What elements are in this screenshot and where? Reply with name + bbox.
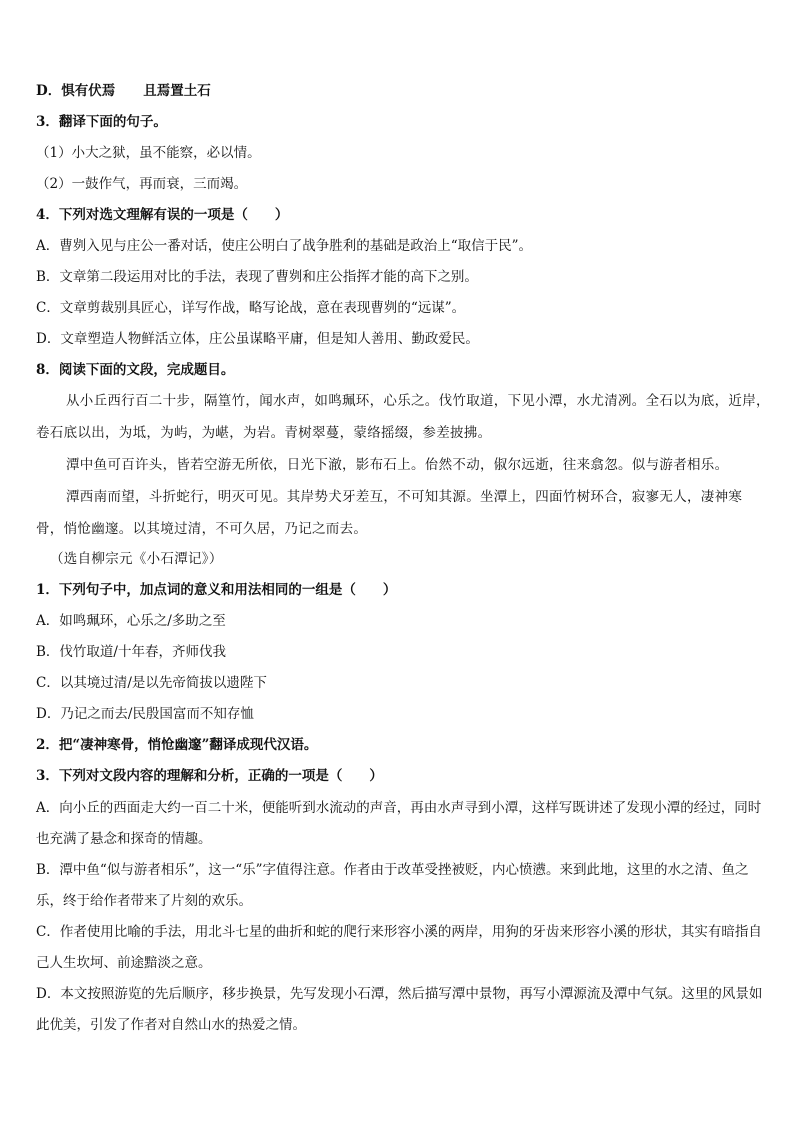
translate-sentence-2: （2）一鼓作气，再而衰，三而竭。 bbox=[36, 176, 248, 192]
subquestion-3-option-b: B．潭中鱼“似与游者相乐”，这一“乐”字值得注意。作者由于改革受挫被贬，内心愤懑。来到此地，这里的水之清、鱼之乐，终于给作者带来了片刻的欢乐。 bbox=[36, 862, 749, 909]
passage-paragraph-3-line-2: 骨，悄怆幽邃。以其境过清，不可久居，乃记之而去。 bbox=[36, 521, 368, 537]
question-4-option-d: D．文章塑造人物鲜活立体，庄公虽谋略平庸，但是知人善用、勤政爱民。 bbox=[36, 331, 479, 347]
translate-sentence-1: （1）小大之狱，虽不能察，必以情。 bbox=[36, 145, 261, 161]
subquestion-1-option-b: B．伐竹取道/十年春，齐师伐我 bbox=[36, 644, 226, 660]
subquestion-3-heading: 3．下列对文段内容的理解和分析，正确的一项是（ ） bbox=[36, 768, 383, 784]
question-4-option-a: A．曹刿入见与庄公一番对话，使庄公明白了战争胜利的基础是政治上“取信于民”。 bbox=[36, 238, 533, 254]
question-4-option-b: B．文章第二段运用对比的手法，表现了曹刿和庄公指挥才能的高下之别。 bbox=[36, 269, 478, 285]
passage-paragraph-2: 潭中鱼可百许头，皆若空游无所依，日光下澈，影布石上。佁然不动，俶尔远逝，往来翕忽。似与游者相乐。 bbox=[66, 457, 729, 473]
subquestion-1-option-d: D．乃记之而去/民殷国富而不知存恤 bbox=[36, 706, 254, 722]
subquestion-1-option-c: C．以其境过清/是以先帝简拔以遗陛下 bbox=[36, 675, 267, 691]
question-3-heading: 3．翻译下面的句子。 bbox=[36, 114, 167, 130]
question-4-heading: 4．下列对选文理解有误的一项是（ ） bbox=[36, 207, 289, 223]
option-d-first: D．惧有伏焉 bbox=[36, 83, 116, 99]
passage-paragraph-3-line-1: 潭西南而望，斗折蛇行，明灭可见。其岸势犬牙差互，不可知其源。坐潭上，四面竹树环合，寂寥无人，凄神寒 bbox=[66, 489, 743, 505]
passage-source: （选自柳宗元《小石潭记》） bbox=[50, 551, 223, 567]
option-d-second: 且焉置土石 bbox=[143, 83, 211, 99]
subquestion-1-heading: 1．下列句子中，加点词的意义和用法相同的一组是（ ） bbox=[36, 582, 397, 598]
passage-paragraph-1-line-1: 从小丘西行百二十步，隔篁竹，闻水声，如鸣珮环，心乐之。伐竹取道，下见小潭，水尤清冽。全石以为底，近岸， bbox=[66, 393, 770, 409]
subquestion-2-heading: 2．把“凄神寒骨，悄怆幽邃”翻译成现代汉语。 bbox=[36, 737, 318, 753]
subquestion-3-option-a: A．向小丘的西面走大约一百二十米，便能听到水流动的声音，再由水声寻到小潭，这样写既讲述了发现小潭的经过，同时也充满了悬念和探奇的情趣。 bbox=[36, 800, 762, 847]
passage-paragraph-1-line-2: 卷石底以出，为坻，为屿，为嵁，为岩。青树翠蔓，蒙络摇缀，参差披拂。 bbox=[36, 425, 492, 441]
subquestion-3-option-c: C．作者使用比喻的手法，用北斗七星的曲折和蛇的爬行来形容小溪的两岸，用狗的牙齿来形容小溪的形状，其实有暗指自己人生坎坷、前途黯淡之意。 bbox=[36, 924, 762, 971]
subquestion-1-option-a: A．如鸣珮环，心乐之/多助之至 bbox=[36, 613, 226, 629]
subquestion-3-option-d: D．本文按照游览的先后顺序，移步换景，先写发现小石潭，然后描写潭中景物，再写小潭源流及潭中气氛。这里的风景如此优美，引发了作者对自然山水的热爱之情。 bbox=[36, 986, 763, 1033]
question-4-option-c: C．文章剪裁别具匠心，详写作战，略写论战，意在表现曹刿的“远谋”。 bbox=[36, 300, 466, 316]
option-d-line bbox=[36, 81, 764, 101]
question-8-heading: 8．阅读下面的文段，完成题目。 bbox=[36, 362, 235, 378]
